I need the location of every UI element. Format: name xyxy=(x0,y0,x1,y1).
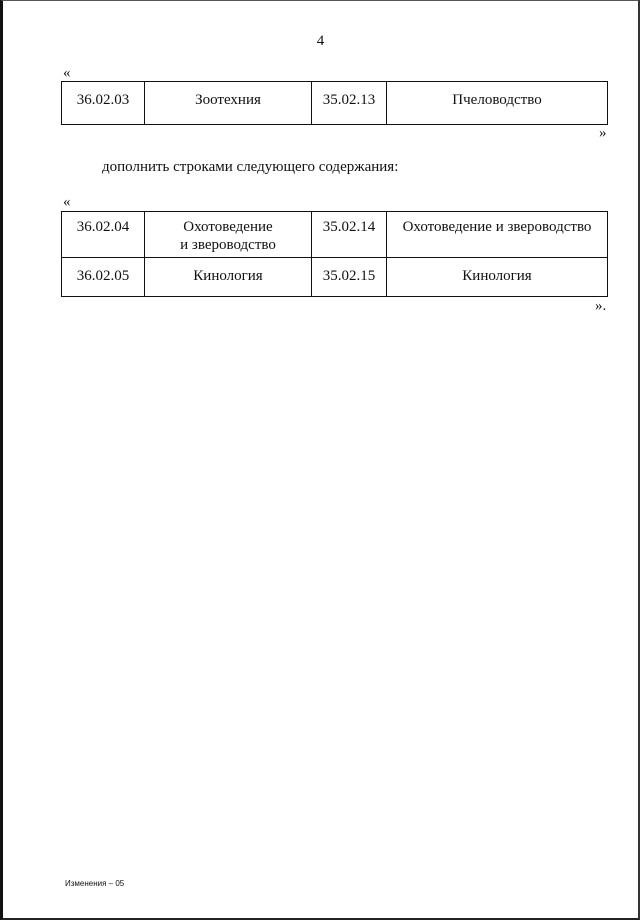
table-cell-name: Охотоведение и звероводство xyxy=(145,212,312,258)
footer-note: Изменения – 05 xyxy=(65,879,125,888)
table-cell-name: Кинология xyxy=(387,258,608,297)
page-number: 4 xyxy=(316,33,325,49)
table-row xyxy=(62,82,608,125)
specialties-table-added xyxy=(61,211,608,297)
closing-quote-2: ». xyxy=(595,298,607,314)
table-cell-code: 35.02.13 xyxy=(312,82,387,125)
table-cell-code: 36.02.03 xyxy=(62,82,145,125)
table-row xyxy=(62,258,608,297)
table-cell-code: 36.02.04 xyxy=(62,212,145,258)
opening-quote-1: « xyxy=(63,65,71,81)
instruction-text: дополнить строками следующего содержания: xyxy=(102,159,399,175)
specialties-table-existing xyxy=(61,81,608,125)
table-cell-code: 35.02.14 xyxy=(312,212,387,258)
table-cell-name: Кинология xyxy=(145,258,312,297)
closing-quote-1: » xyxy=(599,125,607,141)
table-cell-name: Охотоведение и звероводство xyxy=(387,212,608,258)
table-row xyxy=(62,212,608,258)
table-cell-code: 36.02.05 xyxy=(62,258,145,297)
table-cell-name: Зоотехния xyxy=(145,82,312,125)
table-cell-code: 35.02.15 xyxy=(312,258,387,297)
opening-quote-2: « xyxy=(63,194,71,210)
table-cell-name: Пчеловодство xyxy=(387,82,608,125)
